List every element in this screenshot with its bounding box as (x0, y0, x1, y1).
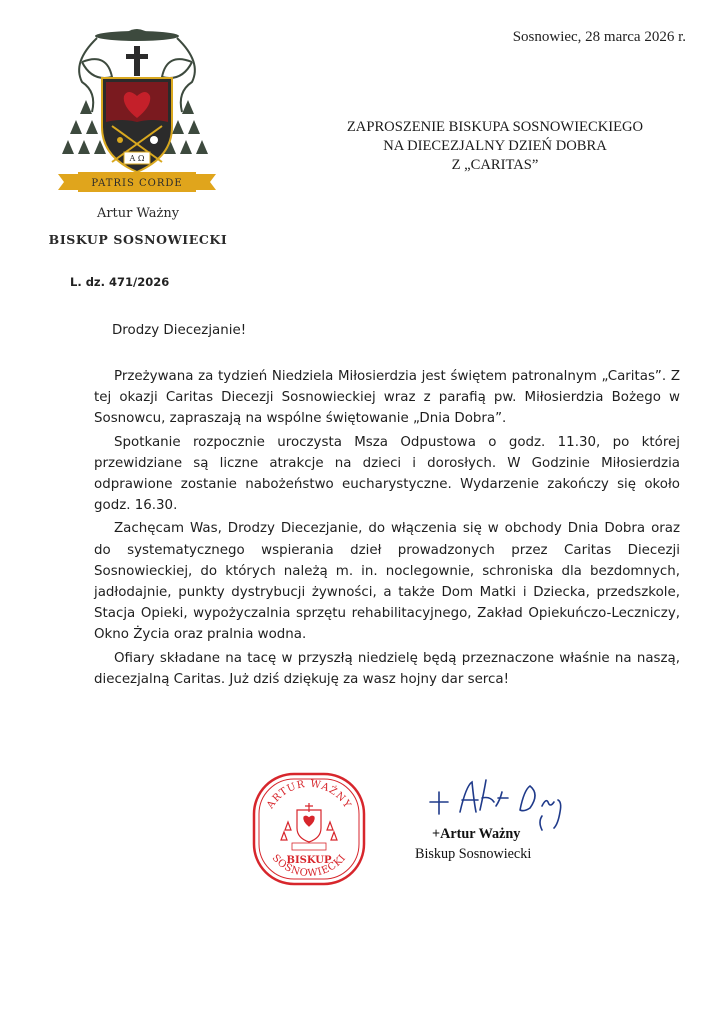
paragraph: Zachęcam Was, Drodzy Diecezjanie, do włączenia się w obchody Dnia Dobra oraz do systematycznego wspierania dzieł prowadzonych przez Caritas Diecezji Sosnowieckiej, do których należą m. in. noclegownie, schroniska dla bezdomnych, jadłodajnie, punkty dystrybucji żywności, a także Dom Matki i Dziecka, przedszkole, Stacja Opieki, wypożyczalnia sprzętu rehabilitacyjnego, Zakład Opiekuńczo-Leczniczy, Okno Życia oraz pralnia wodna. (94, 521, 680, 643)
stamp-emblem (281, 803, 337, 842)
stamp-middle-text: BISKUP (286, 855, 332, 866)
stamp-bottom-text: SOSNOWIECKI (269, 852, 349, 880)
heading-line-2: NA DIECEZJALNY DZIEŃ DOBRA (383, 138, 607, 154)
letter-greeting: Drodzy Diecezjanie! (112, 323, 247, 338)
heading-line-3: Z „CARITAS” (451, 157, 539, 173)
bishop-name: Artur Ważny (96, 206, 180, 221)
motto-text: PATRIS CORDE (91, 178, 183, 189)
stamp-top-text: ARTUR WAŻNY (265, 778, 353, 811)
shield-letters: A Ω (129, 154, 145, 163)
cross-icon (134, 46, 140, 76)
heading-line-1: ZAPROSZENIE BISKUPA SOSNOWIECKIEGO (346, 119, 644, 135)
letter-heading (320, 118, 670, 175)
letter-date: Sosnowiec, 28 marca 2026 r. (512, 29, 686, 45)
reference-number: L. dz. 471/2026 (70, 275, 170, 289)
signature-title: Biskup Sosnowiecki (415, 846, 532, 862)
paragraph: Przeżywana za tydzień Niedziela Miłosierdzia jest świętem patronalnym „Caritas”. Z tej okazji Caritas Diecezji Sosnowieckiej wraz z parafią pw. Miłosierdzia Bożego w Sosnowcu, zapraszają na wspólne świętowanie „Dnia Dobra”. (94, 369, 680, 427)
bishop-title: BISKUP SOSNOWIECKI (48, 232, 228, 247)
signature-name: +Artur Ważny (432, 826, 521, 842)
bishop-stamp (250, 770, 368, 888)
tassels-left (62, 100, 106, 154)
handwritten-signature (420, 772, 580, 832)
paragraph: Spotkanie rozpocznie uroczysta Msza Odpustowa o godz. 11.30, po której przewidziane są liczne atrakcje na dzieci i dorosłych. W Godzinie Miłosierdzia odprawione zostanie nabożeństwo eucharystyczne. Wydarzenie zakończy się około godz. 16.30. (94, 434, 680, 514)
coat-of-arms (52, 22, 222, 204)
letter-body (94, 366, 680, 692)
paragraph: Ofiary składane na tacę w przyszłą niedzielę będą przeznaczone właśnie na naszą, diecezjalną Caritas. Już dziś dziękuję za wasz hojny dar serca! (94, 650, 680, 687)
